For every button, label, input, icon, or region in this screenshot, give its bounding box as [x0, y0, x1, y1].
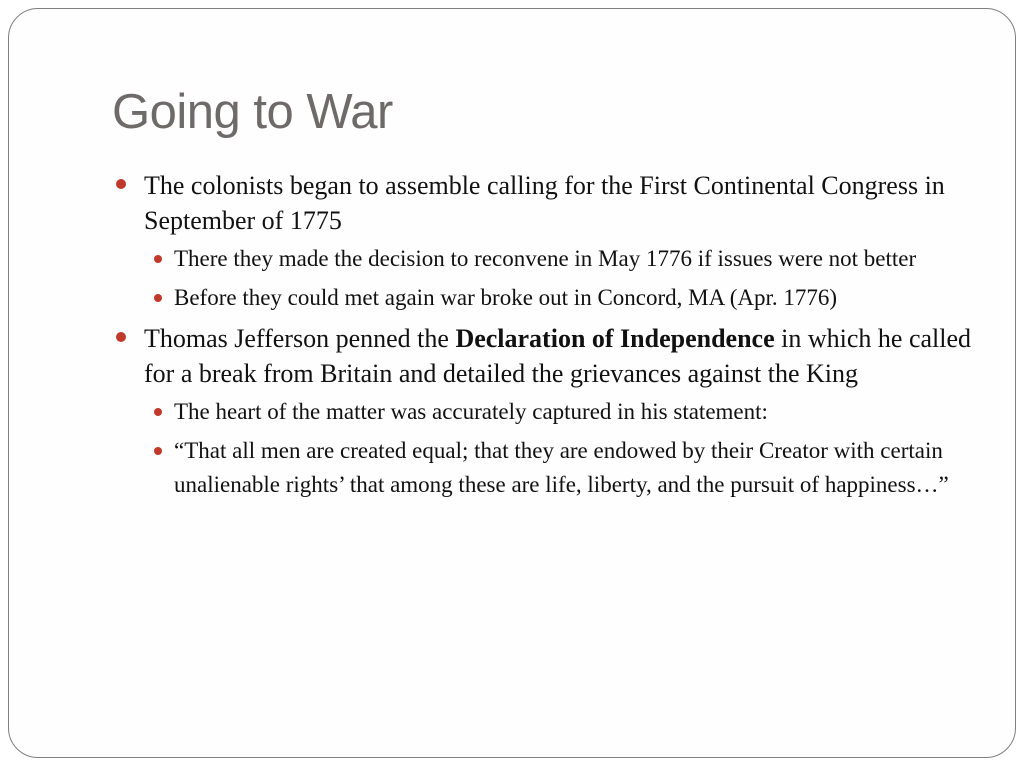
- sub-bullet-text: There they made the decision to reconvene in May 1776 if issues were not better: [174, 246, 917, 271]
- sub-bullet-item: [144, 242, 972, 276]
- sub-bullet-list: [144, 242, 972, 315]
- sub-bullet-text: The heart of the matter was accurately captured in his statement:: [174, 399, 768, 424]
- bullet-item: [112, 168, 972, 315]
- bullet-text: The colonists began to assemble calling for the First Continental Congress in September of 1775: [144, 171, 945, 235]
- bullet-text-tail: in which he called for a break from Britain and detailed the grievances against the King: [144, 324, 972, 388]
- bullet-dot-icon: [116, 332, 126, 342]
- bullet-dot-icon: [154, 447, 162, 455]
- bullet-list: [112, 168, 972, 508]
- sub-bullet-list: [144, 395, 972, 502]
- sub-bullet-item: [144, 395, 972, 429]
- bullet-dot-icon: [154, 408, 162, 416]
- sub-bullet-text: Before they could met again war broke out in Concord, MA (Apr. 1776): [174, 285, 838, 310]
- sub-bullet-item: [144, 281, 972, 315]
- sub-bullet-item: [144, 434, 972, 502]
- bullet-dot-icon: [154, 255, 162, 263]
- bullet-item: [112, 321, 972, 502]
- bullet-text-lead: Thomas Jefferson penned the: [144, 324, 456, 353]
- bullet-dot-icon: [154, 294, 162, 302]
- bullet-dot-icon: [116, 179, 126, 189]
- bullet-text-emphasis: Declaration of Independence: [455, 324, 775, 353]
- sub-bullet-text: “That all men are created equal; that they are endowed by their Creator with certain unalienable rights’ that among these are life, liberty, and the pursuit of happiness…”: [174, 438, 949, 497]
- slide-title: Going to War: [112, 85, 393, 139]
